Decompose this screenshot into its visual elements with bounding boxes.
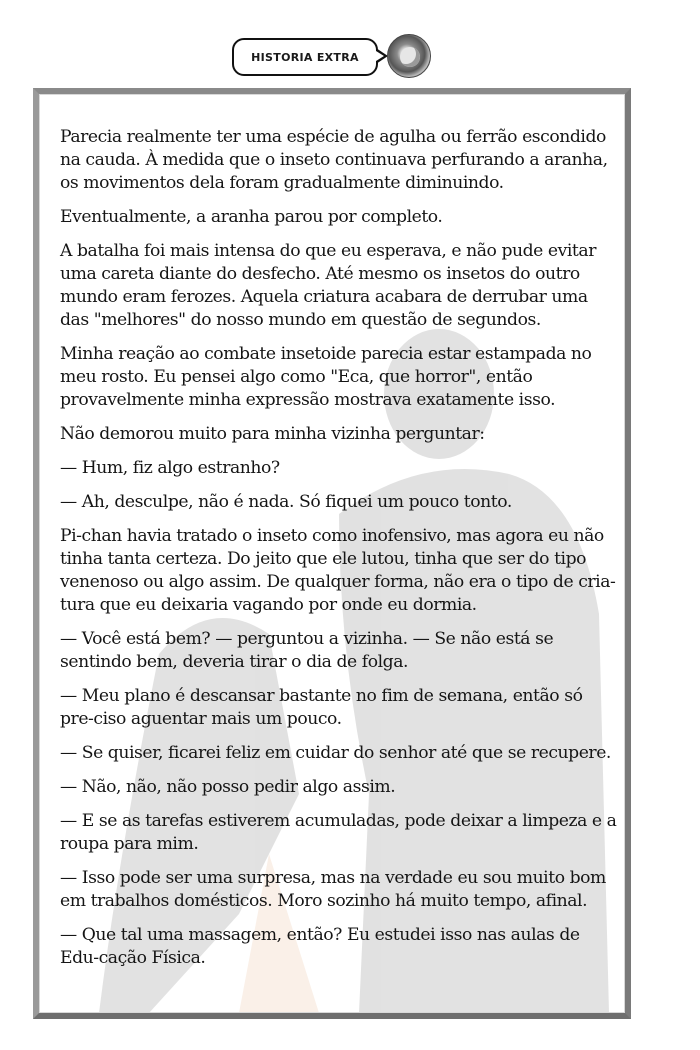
chapter-title: HISTORIA EXTRA bbox=[251, 50, 359, 64]
dialogue-line: — Meu plano é descansar bastante no fim de semana, então só pre-ciso aguentar mais um pouco. bbox=[60, 686, 583, 729]
dialogue-line: — Não, não, não posso pedir algo assim. bbox=[60, 777, 396, 797]
speech-bubble-title bbox=[232, 38, 378, 76]
dialogue-line: — Se quiser, ficarei feliz em cuidar do senhor até que se recupere. bbox=[60, 743, 611, 763]
paragraph: Minha reação ao combate insetoide parecia estar estampada no meu rosto. Eu pensei algo como "Eca, que horror", então provavelmente minha expressão mostrava exatamente isso. bbox=[60, 344, 592, 410]
dialogue-line: — Hum, fiz algo estranho? bbox=[60, 458, 280, 478]
paragraph: Parecia realmente ter uma espécie de agulha ou ferrão escondido na cauda. À medida que o inseto continuava perfurando a aranha, os movimentos dela foram gradualmente diminuindo. bbox=[60, 127, 608, 193]
paragraph: Eventualmente, a aranha parou por completo. bbox=[60, 207, 443, 227]
story-text bbox=[60, 126, 620, 981]
dialogue-line: — Isso pode ser uma surpresa, mas na verdade eu sou muito bom em trabalhos domésticos. Moro sozinho há muito tempo, afinal. bbox=[60, 868, 606, 911]
character-avatar-icon bbox=[387, 34, 431, 78]
dialogue-line: — Você está bem? — perguntou a vizinha. — Se não está se sentindo bem, deveria tirar o dia de folga. bbox=[60, 629, 554, 672]
speech-bubble-tail-inner bbox=[376, 51, 384, 61]
paragraph: Não demorou muito para minha vizinha perguntar: bbox=[60, 424, 485, 444]
paragraph: Pi-chan havia tratado o inseto como inofensivo, mas agora eu não tinha tanta certeza. Do jeito que ele lutou, tinha que ser do tipo venenoso ou algo assim. De qualquer forma, não era o tipo de cria-tura que eu deixaria vagando por onde eu dormia. bbox=[60, 526, 616, 615]
chapter-header bbox=[232, 38, 432, 80]
text-frame bbox=[33, 88, 631, 1019]
paragraph: A batalha foi mais intensa do que eu esperava, e não pude evitar uma careta diante do desfecho. Até mesmo os insetos do outro mundo eram ferozes. Aquela criatura acabara de derrubar uma das "melhores" do nosso mundo em questão de segundos. bbox=[60, 241, 596, 330]
dialogue-line: — Que tal uma massagem, então? Eu estudei isso nas aulas de Edu-cação Física. bbox=[60, 925, 580, 968]
dialogue-line: — Ah, desculpe, não é nada. Só fiquei um pouco tonto. bbox=[60, 492, 512, 512]
dialogue-line: — E se as tarefas estiverem acumuladas, pode deixar a limpeza e a roupa para mim. bbox=[60, 811, 617, 854]
bird-mascot-icon bbox=[400, 47, 420, 67]
